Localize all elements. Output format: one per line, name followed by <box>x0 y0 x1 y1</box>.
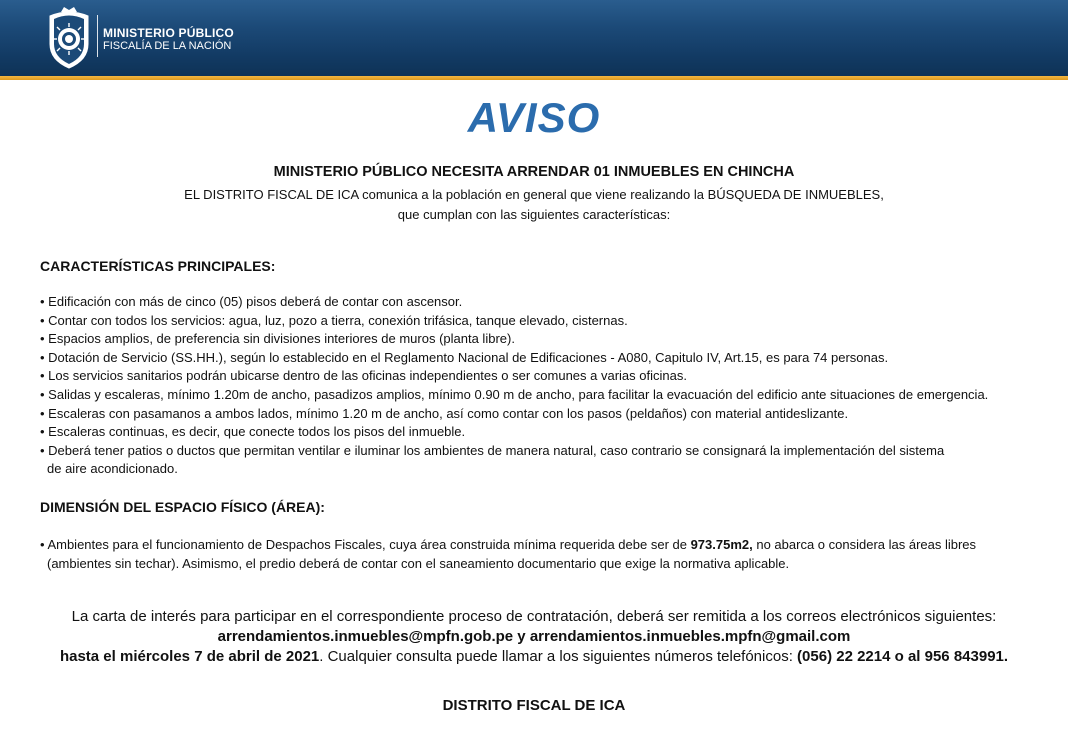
area-description <box>40 535 976 573</box>
notice-intro-line1: EL DISTRITO FISCAL DE ICA comunica a la población en general que viene realizando la BÚSQUEDA DE INMUEBLES, <box>184 187 884 202</box>
contact-deadline-phones <box>0 648 1068 665</box>
deadline: hasta el miércoles 7 de abril de 2021 <box>59 648 320 665</box>
list-item: • Espacios amplios, de preferencia sin divisiones interiores de muros (planta libre). <box>40 331 515 347</box>
list-item: • Deberá tener patios o ductos que permitan ventilar e iluminar los ambientes de manera natural, caso contrario se consignará la implementación del sistema <box>40 442 945 458</box>
header-accent-stripe <box>0 76 1068 80</box>
phone-numbers: (056) 22 2214 o al 956 843991. <box>797 648 1009 665</box>
area-line1-text: • Ambientes para el funcionamiento de Despachos Fiscales, cuya área construida mínima requerida debe ser de <box>40 537 691 552</box>
ministerio-publico-seal-icon <box>44 6 94 70</box>
notice-intro-line2: que cumplan con las siguientes características: <box>397 207 671 222</box>
list-item: • Escaleras continuas, es decir, que conecte todos los pisos del inmueble. <box>40 424 466 440</box>
contact-emails: arrendamientos.inmuebles@mpfn.gob.pe y arrendamientos.inmuebles.mpfn@gmail.com <box>217 628 851 645</box>
list-item: • Los servicios sanitarios podrán ubicarse dentro de las oficinas independientes o ser comunes a varias oficinas. <box>40 368 687 384</box>
list-item: • Salidas y escaleras, mínimo 1.20m de ancho, pasadizos amplios, mínimo 0.90 m de ancho, para facilitar la evacuación del edificio ante situaciones de emergencia. <box>40 386 989 402</box>
list-item: • Edificación con más de cinco (05) pisos deberá de contar con ascensor. <box>40 294 463 309</box>
signature: DISTRITO FISCAL DE ICA <box>442 697 626 714</box>
header-band <box>0 0 1068 76</box>
phones-intro: . Cualquier consulta puede llamar a los siguientes números telefónicos: <box>319 648 798 665</box>
list-item: • Dotación de Servicio (SS.HH.), según lo establecido en el Reglamento Nacional de Edificaciones - A080, Capitulo IV, Art.15, es para 74 personas. <box>40 349 889 365</box>
brand-subtitle: FISCALÍA DE LA NACIÓN <box>103 40 232 52</box>
characteristics-list <box>40 293 988 479</box>
area-line1 <box>40 535 976 554</box>
characteristics-heading: CARACTERÍSTICAS PRINCIPALES: <box>40 258 276 274</box>
notice-headline: MINISTERIO PÚBLICO NECESITA ARRENDAR 01 INMUEBLES EN CHINCHA <box>273 164 795 180</box>
brand-name: MINISTERIO PÚBLICO <box>103 26 234 40</box>
area-heading: DIMENSIÓN DEL ESPACIO FÍSICO (ÁREA): <box>40 499 325 515</box>
area-value: 973.75m2, <box>690 537 753 552</box>
list-item: • Contar con todos los servicios: agua, luz, pozo a tierra, conexión trifásica, tanque elevado, cisternas. <box>40 312 628 328</box>
contact-instructions: La carta de interés para participar en el correspondiente proceso de contratación, deberá ser remitida a los correos electrónicos siguientes: <box>71 608 997 625</box>
area-line2: (ambientes sin techar). Asimismo, el predio deberá de contar con el saneamiento documentario que exige la normativa aplicable. <box>47 556 790 571</box>
area-line1-tail: no abarca o considera las áreas libres <box>752 537 977 552</box>
list-item: • Escaleras con pasamanos a ambos lados, mínimo 1.20 m de ancho, así como contar con los pasos (peldaños) con material antideslizante. <box>40 405 849 421</box>
notice-title: AVISO <box>467 94 601 141</box>
brand-divider <box>97 15 98 57</box>
list-item-continuation: de aire acondicionado. <box>47 461 178 477</box>
